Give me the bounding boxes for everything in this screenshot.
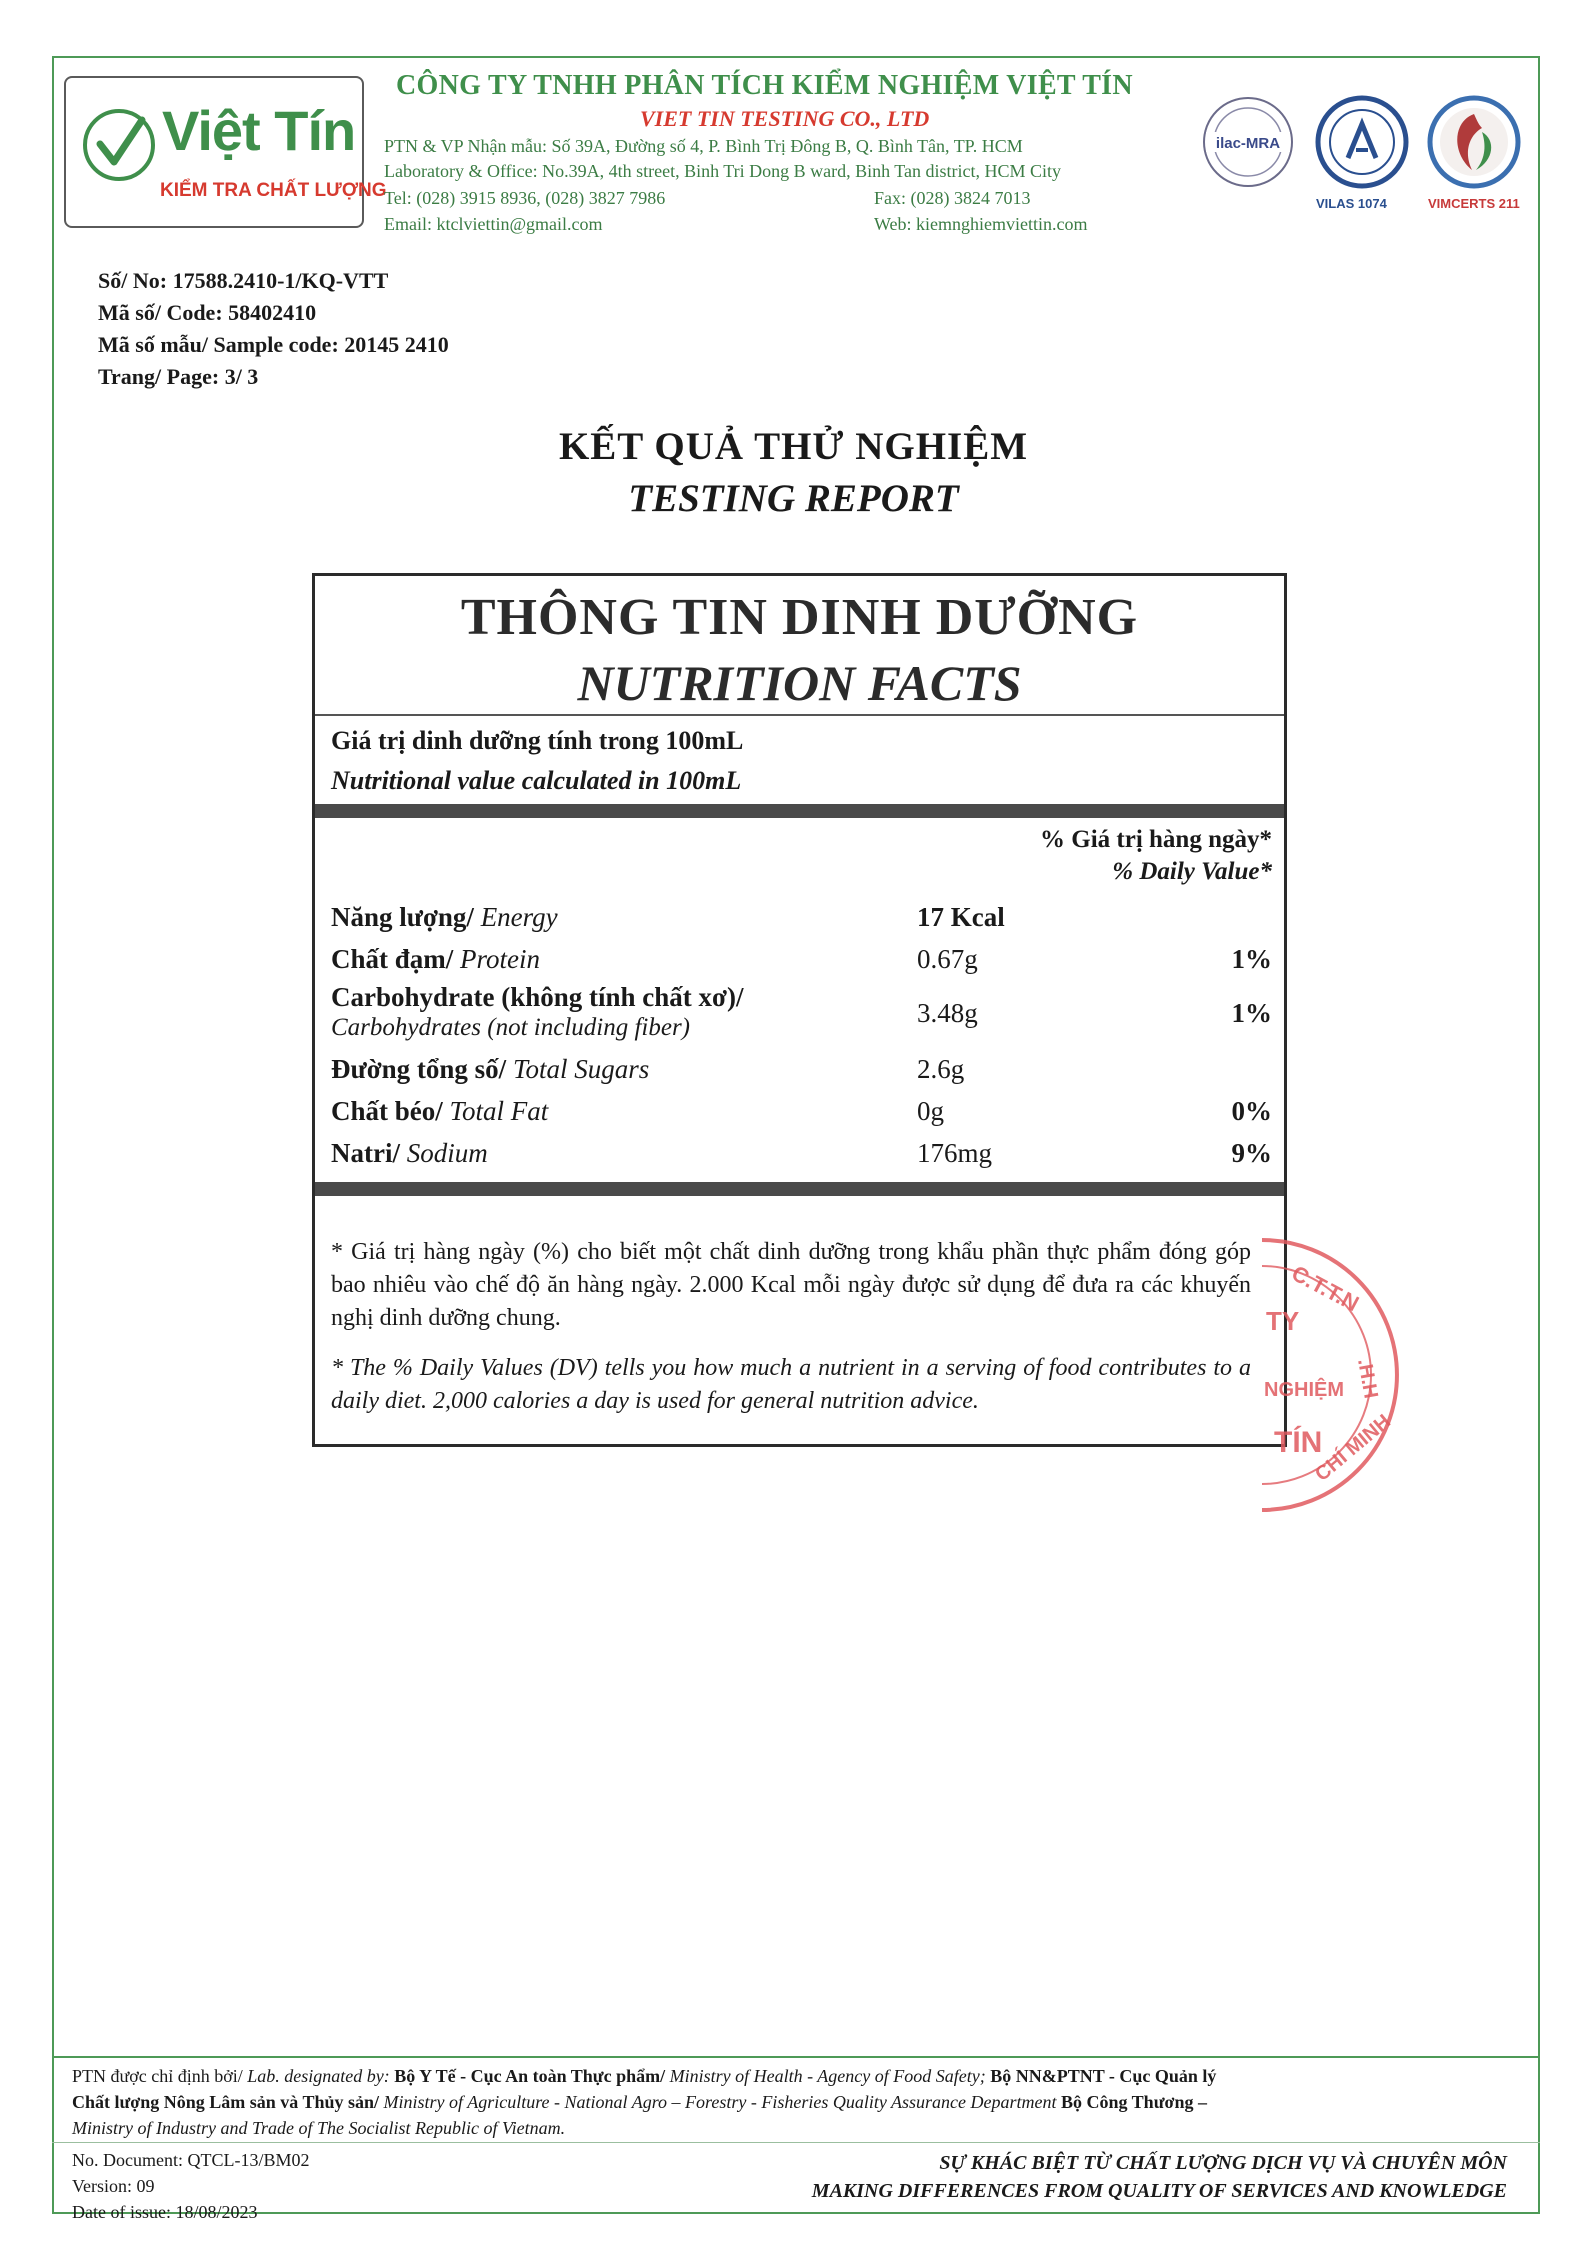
svg-text:TÍN: TÍN: [1274, 1426, 1323, 1459]
nutrient-protein-name: [331, 944, 540, 975]
nutrient-carbohydrate-value: 3.48g: [917, 998, 978, 1028]
ilac-mra-label: ilac-MRA: [1215, 135, 1281, 152]
serving-en: Nutritional value calculated in 100mL: [331, 766, 742, 795]
footnote-vi: * Giá trị hàng ngày (%) cho biết một chất dinh dưỡng trong khẩu phần thực phẩm đóng góp bao nhiêu vào chế độ ăn hàng ngày. 2.000 Kcal mỗi ngày được sử dụng để đưa ra các khuyến nghị dinh dưỡng chung.: [331, 1239, 1251, 1331]
designation-text: Chất lượng Nông Lâm sản và Thủy sản/: [72, 2092, 380, 2112]
svg-text:NGHIỆM: NGHIỆM: [1264, 1379, 1344, 1401]
ilac-mra-icon: [1198, 92, 1298, 192]
nutrient-name-vi: Chất đạm/: [331, 944, 454, 974]
footnote-en: * The % Daily Values (DV) tells you how much a nutrient in a serving of food contributes to a daily diet. 2,000 calories a day is used for general nutrition advice.: [331, 1355, 1251, 1414]
divider-thick: [315, 804, 1284, 818]
nutrient-name-en: Protein: [460, 944, 541, 974]
nutrient-sugars-name: [331, 1054, 649, 1085]
designation-line-3: [72, 2118, 565, 2139]
company-name-en: VIET TIN TESTING CO., LTD: [640, 106, 930, 131]
nutrient-fat-dv: 0%: [1231, 1096, 1272, 1126]
report-title-vi: KẾT QUẢ THỬ NGHIỆM: [558, 425, 1029, 468]
nutrient-name-en: Total Fat: [449, 1096, 549, 1126]
doc-number-label: Số/ No:: [98, 268, 168, 293]
company-name-vi: CÔNG TY TNHH PHÂN TÍCH KIỂM NGHIỆM VIỆT TÍN: [396, 70, 1133, 101]
nutrient-protein-value: 0.67g: [917, 944, 978, 974]
daily-value-header-en: % Daily Value*: [1112, 858, 1272, 885]
designation-text: Bộ NN&PTNT - Cục Quản lý: [990, 2066, 1217, 2086]
nutrient-name-en: Sodium: [406, 1138, 488, 1168]
footer-divider: [52, 2056, 1540, 2058]
page-number-label: Trang/ Page:: [98, 364, 220, 389]
document-version: Version: 09: [72, 2176, 155, 2196]
serving-vi: Giá trị dinh dưỡng tính trong 100mL: [331, 726, 744, 755]
designation-text-en: Ministry of Health - Agency of Food Safety;: [669, 2066, 986, 2086]
daily-value-header-vi: % Giá trị hàng ngày*: [1040, 826, 1272, 853]
telephone: Tel: (028) 3915 8936, (028) 3827 7986: [384, 188, 666, 208]
doc-code-label: Mã số/ Code:: [98, 300, 223, 325]
nutrient-name-en: Energy: [480, 902, 558, 932]
nutrient-sugars-value: 2.6g: [917, 1054, 965, 1084]
sample-code-value: 20145 2410: [344, 332, 449, 357]
page-number: [98, 364, 258, 390]
footer-divider: [52, 2142, 1540, 2143]
nutrient-energy-value: 17 Kcal: [917, 902, 1005, 932]
website: Web: kiemnghiemviettin.com: [874, 214, 1088, 234]
email: Email: ktclviettin@gmail.com: [384, 214, 603, 234]
sample-code-label: Mã số mẫu/ Sample code:: [98, 332, 339, 357]
svg-text:TY: TY: [1266, 1306, 1300, 1336]
company-logo: [64, 76, 387, 228]
nutrition-heading-vi: THÔNG TIN DINH DƯỠNG: [460, 589, 1139, 646]
doc-code: [98, 300, 316, 326]
nutrient-carbohydrate-name-en: Carbohydrates (not including fiber): [331, 1014, 690, 1041]
nutrient-name-vi: Natri/: [331, 1138, 400, 1168]
vilas-label: VILAS 1074: [1316, 196, 1387, 211]
date-of-issue: Date of issue: 18/08/2023: [72, 2202, 258, 2222]
nutrient-sodium-value: 176mg: [917, 1138, 993, 1168]
nutrient-name-en: Total Sugars: [512, 1054, 650, 1084]
page-number-value: 3/ 3: [224, 364, 259, 389]
designation-line-1: [72, 2066, 1216, 2087]
vimcerts-label: VIMCERTS 211: [1428, 196, 1520, 211]
checkmark-circle-icon: [80, 106, 158, 184]
divider: [315, 714, 1284, 716]
designation-text: PTN được chỉ định bởi/: [72, 2066, 243, 2086]
nutrition-facts-panel: [312, 573, 1287, 1447]
designation-text: Bộ Công Thương –: [1060, 2092, 1207, 2112]
designation-line-2: [72, 2092, 1207, 2113]
nutrient-name-vi: Đường tổng số/: [331, 1054, 507, 1084]
nutrient-carbohydrate-name: [331, 982, 744, 1013]
doc-number-value: 17588.2410-1/KQ-VTT: [172, 268, 389, 293]
nutrient-sodium-dv: 9%: [1231, 1138, 1272, 1168]
nutrient-fat-value: 0g: [917, 1096, 944, 1126]
doc-number: [98, 268, 388, 294]
address-vi: PTN & VP Nhận mẫu: Số 39A, Đường số 4, P. Bình Trị Đông B, Q. Bình Tân, TP. HCM: [384, 136, 1023, 156]
nutrient-energy-name: [331, 902, 558, 933]
sample-code: [98, 332, 449, 358]
fax: Fax: (028) 3824 7013: [874, 188, 1031, 208]
svg-text:.H.H: .H.H: [1353, 1357, 1382, 1401]
nutrient-name-vi: Năng lượng/: [331, 902, 474, 932]
logo-name: Việt Tín: [162, 99, 356, 162]
nutrient-carbohydrate-dv: 1%: [1231, 998, 1272, 1028]
divider-thick: [315, 1182, 1284, 1196]
designation-text-en: Ministry of Industry and Trade of The Socialist Republic of Vietnam.: [72, 2118, 566, 2138]
nutrition-heading-en: NUTRITION FACTS: [577, 655, 1022, 711]
svg-text:C.T.T.N: C.T.T.N: [1287, 1260, 1364, 1317]
doc-code-value: 58402410: [228, 300, 317, 325]
nutrient-protein-dv: 1%: [1231, 944, 1272, 974]
slogan-vi: SỰ KHÁC BIỆT TỪ CHẤT LƯỢNG DỊCH VỤ VÀ CHUYÊN MÔN: [939, 2152, 1507, 2174]
slogan-en: MAKING DIFFERENCES FROM QUALITY OF SERVICES AND KNOWLEDGE: [811, 2180, 1507, 2202]
address-en: Laboratory & Office: No.39A, 4th street, Binh Tri Dong B ward, Binh Tan district, HCM City: [384, 161, 1062, 181]
vilas-accreditation-icon: [1312, 92, 1412, 192]
svg-text:CHÍ MINH: CHÍ MINH: [1311, 1410, 1396, 1486]
nutrient-name-vi: Carbohydrate (không tính chất xơ)/: [331, 982, 744, 1012]
designation-text-en: Lab. designated by:: [247, 2066, 390, 2086]
vimcerts-icon: [1424, 92, 1524, 192]
document-number: No. Document: QTCL-13/BM02: [72, 2150, 310, 2170]
company-seal-icon: [1262, 1220, 1412, 1520]
report-title-en: TESTING REPORT: [628, 477, 959, 520]
designation-text-en: Ministry of Agriculture - National Agro – Forestry - Fisheries Quality Assurance Department: [383, 2092, 1057, 2112]
nutrient-fat-name: [331, 1096, 548, 1127]
nutrient-sodium-name: [331, 1138, 488, 1169]
logo-tagline: KIỂM TRA CHẤT LƯỢNG: [160, 180, 387, 201]
nutrient-name-vi: Chất béo/: [331, 1096, 443, 1126]
designation-text: Bộ Y Tế - Cục An toàn Thực phẩm/: [394, 2066, 666, 2086]
